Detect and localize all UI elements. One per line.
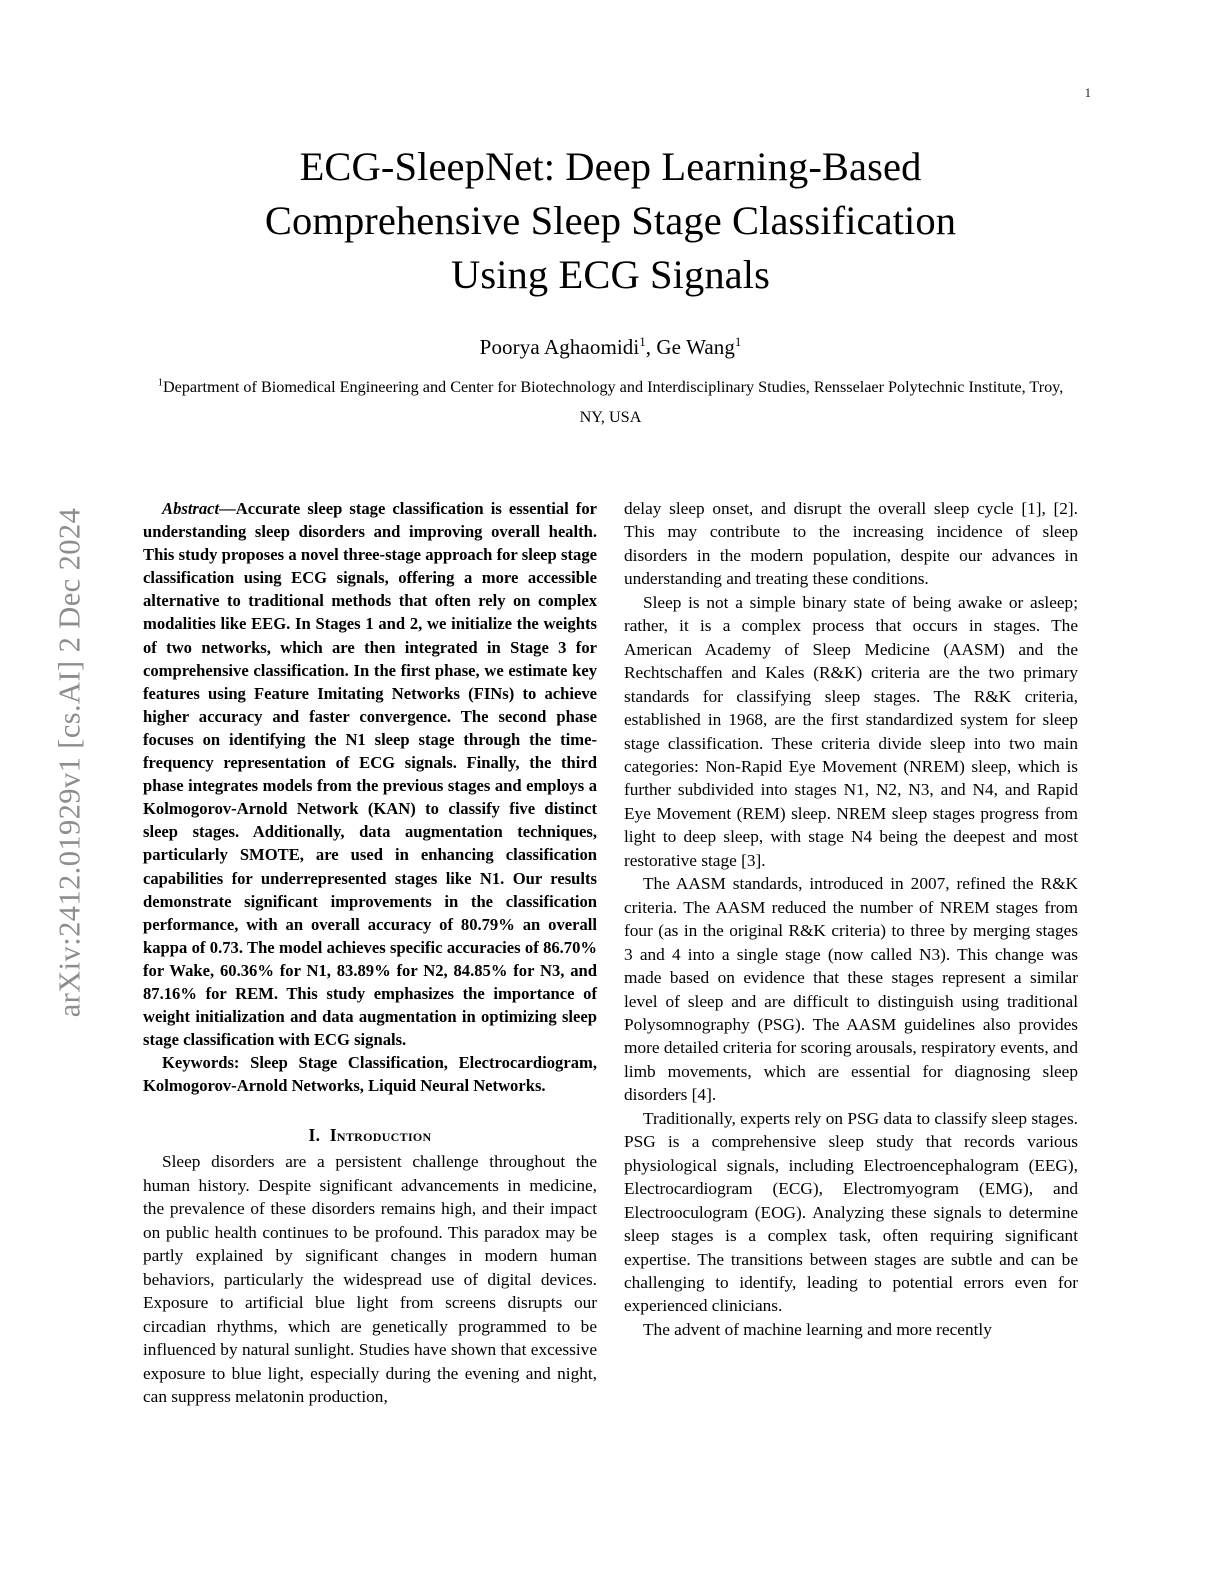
- page-number: 1: [1084, 86, 1091, 100]
- intro-paragraph-left-1: Sleep disorders are a persistent challenge throughout the human history. Despite significant advancements in medicine, the prevalence of these disorders remains high, and their impact on public health continues to be profound. This paradox may be partly explained by significant changes in modern human behaviors, particularly the widespread use of digital devices. Exposure to artificial blue light from screens disrupts our circadian rhythms, which are genetically programmed to be influenced by natural sunlight. Studies have shown that excessive exposure to blue light, especially during the evening and night, can suppress melatonin production,: [143, 1152, 597, 1406]
- arxiv-stamp-text: arXiv:2412.01929v1 [cs.AI] 2 Dec 2024: [52, 507, 87, 1018]
- intro-paragraph-right-3: The AASM standards, introduced in 2007, refined the R&K criteria. The AASM reduced the number of NREM stages from four (as in the original R&K criteria) to three by merging stages 3 and 4 into a single stage (now called N3). This change was made based on evidence that these stages represent a similar level of sleep and are difficult to distinguish using traditional Polysomnography (PSG). The AASM guidelines also provides more detailed criteria for scoring arousals, respiratory events, and limb movements, which are essential for diagnosing sleep disorders [4].: [624, 874, 1078, 1105]
- left-column: [143, 497, 597, 1457]
- title-block: [143, 0, 1078, 432]
- affiliation: [148, 372, 1073, 432]
- section-name: Introduction: [329, 1125, 432, 1146]
- author-list: [143, 335, 1078, 360]
- page-body: [143, 0, 1078, 1584]
- abstract-label: Abstract: [162, 499, 220, 518]
- keywords-body: Sleep Stage Classification, Electrocardiogram, Kolmogorov-Arnold Networks, Liquid Neural Networks.: [143, 1053, 597, 1096]
- intro-paragraph-right-continued: delay sleep onset, and disrupt the overall sleep cycle [1], [2]. This may contribute to the increasing incidence of sleep disorders in the modern population, despite our advances in understanding and treating these conditions.: [624, 499, 1078, 589]
- page-title-line-3: Using ECG Signals: [451, 252, 770, 297]
- page-title: [191, 140, 1031, 302]
- intro-paragraph-right-5: The advent of machine learning and more recently: [643, 1319, 992, 1339]
- section-heading-introduction: [143, 1125, 597, 1146]
- page-title-line-2: Comprehensive Sleep Stage Classification: [264, 198, 957, 243]
- page-title-line-1: ECG-SleepNet: Deep Learning-Based: [299, 144, 922, 189]
- intro-paragraph-right-4: Traditionally, experts rely on PSG data to classify sleep stages. PSG is a comprehensive sleep study that records various physiological signals, including Electroencephalogram (EEG), Electrocardiogram (ECG), Electromyogram (EMG), and Electrooculogram (EOG). Analyzing these signals to determine sleep stages is a complex task, often requiring significant expertise. The transitions between stages are subtle and can be challenging to identify, leading to potential errors even for experienced clinicians.: [624, 1108, 1078, 1316]
- two-column-body: [143, 497, 1078, 1457]
- affiliation-text: Department of Biomedical Engineering and Center for Biotechnology and Interdisciplinary Studies, Rensselaer Polytechnic Institute, Troy, NY, USA: [162, 378, 1064, 426]
- abstract-paragraph: [143, 497, 597, 1051]
- author-name-1: Poorya Aghaomidi: [479, 335, 640, 359]
- keywords-label: Keywords:: [162, 1053, 240, 1073]
- arxiv-stamp: [0, 0, 100, 1584]
- author-name-2: Ge Wang: [656, 335, 735, 359]
- author-affiliation-marker-1: 1: [639, 335, 646, 349]
- abstract-dash: —: [219, 499, 236, 518]
- intro-paragraph-right-2: Sleep is not a simple binary state of being awake or asleep; rather, it is a complex process that occurs in stages. The American Academy of Sleep Medicine (AASM) and the Rechtschaffen and Kales (R&K) criteria are the two primary standards for classifying sleep stages. The R&K criteria, established in 1968, are the first standardized system for sleep stage classification. These criteria divide sleep into two main categories: Non-Rapid Eye Movement (NREM) sleep, which is further subdivided into stages N1, N2, N3, and N4, and Rapid Eye Movement (REM) sleep. NREM sleep stages progress from light to deep sleep, with stage N4 being the deepest and most restorative stage [3].: [624, 592, 1078, 870]
- section-numeral: I.: [308, 1125, 321, 1146]
- affiliation-marker: 1: [157, 377, 163, 389]
- author-affiliation-marker-2: 1: [734, 335, 742, 349]
- abstract-body: Accurate sleep stage classification is essential for understanding sleep disorders and improving overall health. This study proposes a novel three-stage approach for sleep stage classification using ECG signals, offering a more accessible alternative to traditional methods that often rely on complex modalities like EEG. In Stages 1 and 2, we initialize the weights of two networks, which are then integrated in Stage 3 for comprehensive classification. In the first phase, we estimate key features using Feature Imitating Networks (FINs) to achieve higher accuracy and faster convergence. The second phase focuses on identifying the N1 sleep stage through the time-frequency representation of ECG signals. Finally, the third phase integrates models from the previous stages and employs a Kolmogorov-Arnold Network (KAN) to classify five distinct sleep stages. Additionally, data augmentation techniques, particularly SMOTE, are used in enhancing classification capabilities for underrepresented stages like N1. Our results demonstrate significant improvements in the classification performance, with an overall accuracy of 80.79% an overall kappa of 0.73. The model achieves specific accuracies of 86.70% for Wake, 60.36% for N1, 83.89% for N2, 84.85% for N3, and 87.16% for REM. This study emphasizes the importance of weight initialization and data augmentation in optimizing sleep stage classification with ECG signals.: [143, 499, 597, 1050]
- right-column: [624, 497, 1078, 1457]
- author-separator: ,: [645, 335, 657, 359]
- keywords-paragraph: [143, 1051, 597, 1097]
